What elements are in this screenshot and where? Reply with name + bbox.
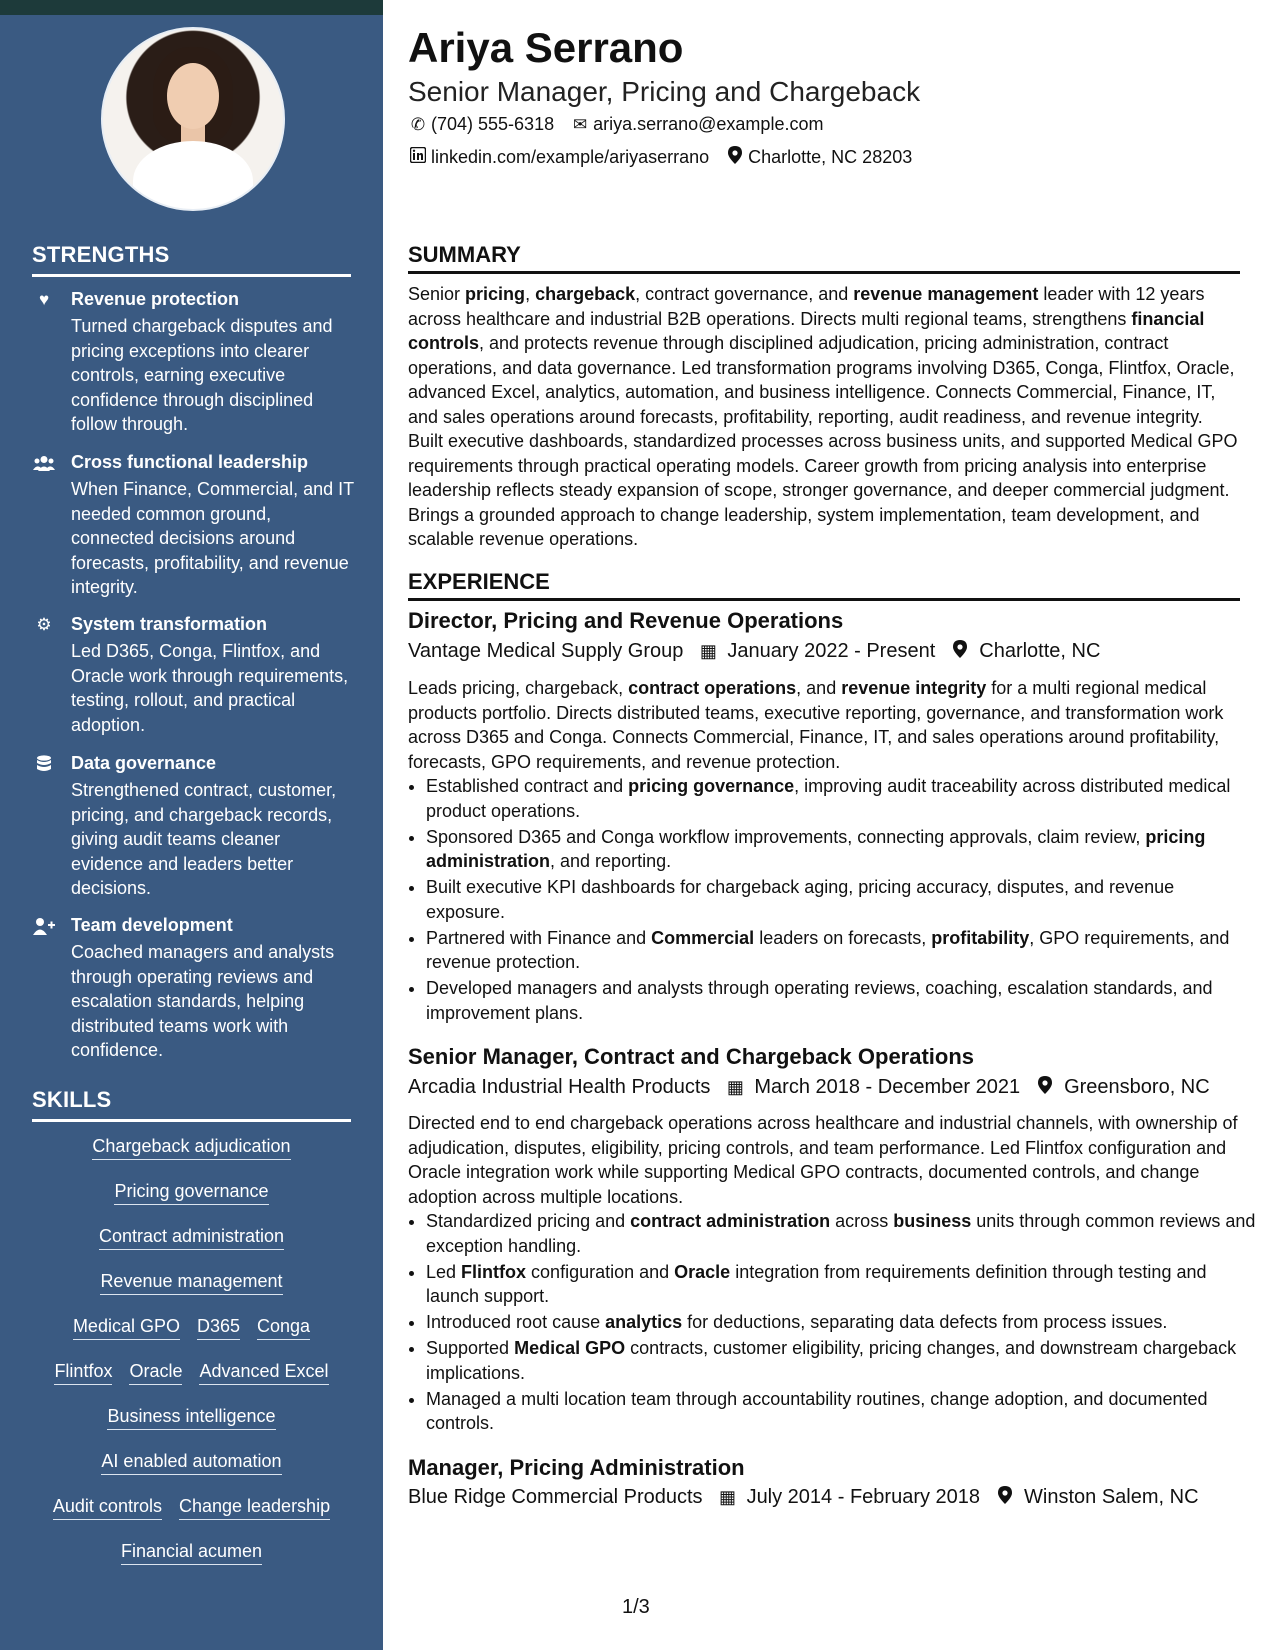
company-name: Blue Ridge Commercial Products <box>408 1486 703 1508</box>
strength-desc: Turned chargeback disputes and pricing exceptions into clearer controls, earning executive confidence through disciplined follow through. <box>71 316 333 434</box>
skill-row <box>32 1451 351 1475</box>
skill-row <box>32 1406 351 1430</box>
skill-row <box>32 1136 351 1160</box>
calendar-icon: ▦ <box>726 1077 744 1097</box>
database-icon <box>32 754 56 774</box>
job-location: Greensboro, NC <box>1064 1076 1210 1098</box>
strength-title: Team development <box>71 915 233 935</box>
phone-text: (704) 555-6318 <box>431 114 555 134</box>
summary-heading: SUMMARY <box>408 242 1240 274</box>
contact-line-2 <box>408 146 912 169</box>
bullet-item: • Introduced root cause analytics for deductions, separating data defects from process issues. <box>426 1310 1258 1335</box>
user-plus-icon <box>32 916 56 936</box>
job-bullets <box>408 774 1258 1027</box>
job-summary: Leads pricing, chargeback, contract operations, and revenue integrity for a multi regional medical products portfolio. Directs distributed teams, executive reporting, governance, and transformation work across D365 and Conga. Connects Commercial, Finance, IT, and sales operations around profitability, forecasts, GPO requirements, and revenue protection. <box>408 678 1224 772</box>
sidebar-top-band <box>0 0 383 15</box>
cogs-icon: ⚙ <box>36 615 52 634</box>
location-pin-icon <box>725 146 745 169</box>
users-icon <box>32 453 56 473</box>
skill-tag: Audit controls <box>53 1496 162 1520</box>
bullet-item: • Built executive KPI dashboards for chargeback aging, pricing accuracy, disputes, and revenue exposure. <box>426 875 1258 924</box>
bullet-item: • Managed a multi location team through accountability routines, change adoption, and documented controls. <box>426 1387 1258 1436</box>
strength-desc: When Finance, Commercial, and IT needed common ground, connected decisions around forecasts, profitability, and revenue integrity. <box>71 479 354 597</box>
calendar-icon: ▦ <box>699 641 717 661</box>
job-title: Director, Pricing and Revenue Operations <box>408 608 844 633</box>
job-title: Senior Manager, Contract and Chargeback Operations <box>408 1044 975 1069</box>
linkedin-icon <box>408 147 428 168</box>
skill-tag: Conga <box>257 1316 310 1340</box>
strength-title: Revenue protection <box>71 289 240 309</box>
envelope-icon: ✉ <box>572 114 588 134</box>
skill-tag: D365 <box>197 1316 240 1340</box>
email-text[interactable]: ariya.serrano@example.com <box>593 114 824 134</box>
skill-tag: Revenue management <box>100 1271 282 1295</box>
strength-desc: Strengthened contract, customer, pricing, and chargeback records, giving audit teams cleaner evidence and leaders better decisions. <box>71 780 337 898</box>
job-bullets <box>408 1209 1258 1437</box>
phone-icon: ✆ <box>410 114 426 134</box>
strength-desc: Coached managers and analysts through operating reviews and escalation standards, helping distributed teams work with confidence. <box>71 942 335 1060</box>
location-text: Charlotte, NC 28203 <box>748 147 913 167</box>
skill-row <box>32 1181 351 1205</box>
page-number: 1/3 <box>622 1596 650 1618</box>
job-dates: July 2014 - February 2018 <box>746 1486 981 1508</box>
job-meta <box>408 1076 1210 1099</box>
skills-heading: SKILLS <box>32 1087 351 1122</box>
job-title: Manager, Pricing Administration <box>408 1455 745 1480</box>
candidate-title: Senior Manager, Pricing and Chargeback <box>408 76 921 107</box>
skill-row <box>32 1316 351 1340</box>
profile-photo <box>101 27 285 211</box>
location-pin-icon <box>949 640 971 663</box>
sidebar <box>0 0 383 1650</box>
skill-tag: Business intelligence <box>107 1406 275 1430</box>
strengths-heading: STRENGTHS <box>32 242 351 277</box>
job-summary: Directed end to end chargeback operations across healthcare and industrial channels, with ownership of adjudication, disputes, eligibility, pricing controls, and team performance. Led Flintfox configuration and Oracle integration work while supporting Medical GPO contracts, documented controls, and change adoption across multiple locations. <box>408 1113 1238 1207</box>
skill-tag: Change leadership <box>179 1496 330 1520</box>
skill-row <box>32 1496 351 1520</box>
bullet-item: • Partnered with Finance and Commercial leaders on forecasts, profitability, GPO requirements, and revenue protection. <box>426 926 1258 975</box>
skill-tag: Chargeback adjudication <box>92 1136 290 1160</box>
job-meta <box>408 1486 1199 1509</box>
strength-title: Data governance <box>71 753 217 773</box>
location-pin-icon <box>994 1486 1016 1509</box>
bullet-item: • Developed managers and analysts through operating reviews, coaching, escalation standards, and improvement plans. <box>426 976 1258 1025</box>
contact-line-1 <box>408 114 823 135</box>
heart-icon: ♥ <box>38 290 50 309</box>
bullet-item: • Standardized pricing and contract administration across business units through common reviews and exception handling. <box>426 1209 1258 1258</box>
skill-row <box>32 1226 351 1250</box>
strength-title: Cross functional leadership <box>71 452 309 472</box>
skill-tag: Medical GPO <box>73 1316 180 1340</box>
job-location: Winston Salem, NC <box>1024 1486 1199 1508</box>
bullet-item: • Sponsored D365 and Conga workflow improvements, connecting approvals, claim review, pricing administration, and reporting. <box>426 825 1258 874</box>
skill-tag: Oracle <box>129 1361 182 1385</box>
company-name: Arcadia Industrial Health Products <box>408 1076 711 1098</box>
summary-text: Senior pricing, chargeback, contract governance, and revenue management leader with 12 years across healthcare and industrial B2B operations. Directs multi regional teams, strengthens financial controls, and protects revenue through disciplined adjudication, pricing administration, contract operations, and data governance. Led transformation programs involving D365, Conga, Flintfox, Oracle, advanced Excel, analytics, automation, and business intelligence. Connects Commercial, Finance, IT, and sales operations around forecasts, profitability, reporting, audit readiness, and revenue integrity. Built executive dashboards, standardized processes across business units, and supported Medical GPO requirements through practical operating models. Career growth from pricing analysis into enterprise leadership reflects steady expansion of scope, stronger governance, and deeper commercial judgment. Brings a grounded approach to change leadership, system implementation, team development, and scalable revenue operations. <box>408 284 1238 549</box>
location-pin-icon <box>1034 1076 1056 1099</box>
calendar-icon: ▦ <box>719 1487 737 1507</box>
job-location: Charlotte, NC <box>979 640 1101 662</box>
skill-row <box>32 1271 351 1295</box>
skill-tag: Financial acumen <box>121 1541 262 1565</box>
job-dates: March 2018 - December 2021 <box>754 1076 1021 1098</box>
skill-tag: Flintfox <box>54 1361 112 1385</box>
skill-tag: Pricing governance <box>114 1181 268 1205</box>
bullet-item: • Led Flintfox configuration and Oracle integration from requirements definition through testing and launch support. <box>426 1260 1258 1309</box>
linkedin-text[interactable]: linkedin.com/example/ariyaserrano <box>431 147 710 167</box>
experience-heading: EXPERIENCE <box>408 569 1240 601</box>
job-dates: January 2022 - Present <box>727 640 936 662</box>
job-meta <box>408 640 1100 663</box>
skill-tag: Advanced Excel <box>199 1361 328 1385</box>
skill-row <box>32 1541 351 1565</box>
skill-tag: AI enabled automation <box>101 1451 281 1475</box>
strength-desc: Led D365, Conga, Flintfox, and Oracle work through requirements, testing, rollout, and practical adoption. <box>71 641 349 735</box>
company-name: Vantage Medical Supply Group <box>408 640 684 662</box>
skill-row <box>32 1361 351 1385</box>
bullet-item: • Established contract and pricing governance, improving audit traceability across distributed medical product operations. <box>426 774 1258 823</box>
strength-title: System transformation <box>71 614 268 634</box>
skill-tag: Contract administration <box>99 1226 284 1250</box>
candidate-name: Ariya Serrano <box>408 24 684 71</box>
bullet-item: • Supported Medical GPO contracts, customer eligibility, pricing changes, and downstream chargeback implications. <box>426 1336 1258 1385</box>
